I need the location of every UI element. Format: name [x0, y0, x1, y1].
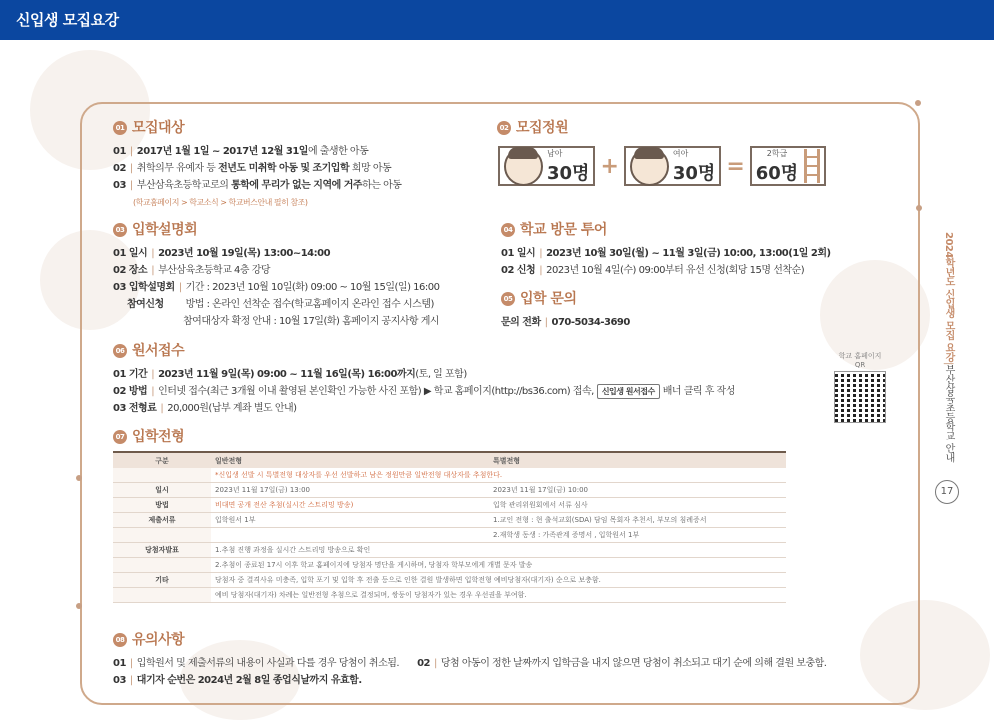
girl-icon: [630, 147, 669, 186]
frame-dot: [76, 603, 82, 609]
top-bar: [0, 0, 994, 40]
info-session-section: 03 입학설명회 01 일시 | 2023년 10월 19일(목) 13:00~14:00 02 장소 | 부산삼육초등학교 4층 강당 03 입학설명회 | 기간 : 2023년 10월 10일(화) 09:00 ~ 10월 15일(일) 16:00 참여신청 방법 : 온라인 선착순 접수(학교홈페이지 온라인 접수 시스템) 참여대상자 확정 안내 : 10월 17일(화) 홈페이지 공지사항 게시: [113, 221, 440, 327]
selection-table: [113, 451, 786, 603]
table-row: 2.재학생 동생 : 가족관계 증명서 , 입학원서 1부: [113, 528, 786, 543]
plus-icon: +: [600, 153, 619, 179]
page-number: 17: [935, 480, 959, 504]
capacity-graphic: [498, 146, 826, 186]
apply-banner-button[interactable]: 신입생 원서접수: [597, 384, 660, 399]
table-header-row: 구분 일반전형 특별전형: [113, 452, 786, 468]
side-caption: 2024학년도 신입생 모집 요강|부산삼육초등학교 안내: [943, 232, 954, 463]
capacity-section: [497, 118, 568, 143]
table-row: 당첨자발표 1.추첨 진행 과정을 실시간 스트리밍 방송으로 확인: [113, 543, 786, 558]
tour-section: 04 학교 방문 투어 01 일시 | 2023년 10월 30일(월) ~ 11월 3일(금) 10:00, 13:00(1일 2회) 02 신청 | 2023년 10월 4일(수) 09:00부터 유선 신청(회당 15명 선착순): [501, 221, 831, 276]
selection-section: 07 입학전형: [113, 427, 184, 452]
qr-label: 학교 홈페이지 QR: [838, 352, 882, 369]
table-row: 예비 당첨자(대기자) 차례는 일반전형 추첨으로 결정되며, 쌍둥이 당첨자가 있는 경우 우선권을 부여함.: [113, 588, 786, 603]
section-title: 모집대상: [132, 119, 185, 136]
frame-dot: [76, 475, 82, 481]
table-row: 일시 2023년 11월 17일(금) 13:00 2023년 11월 17일(금) 10:00: [113, 483, 786, 498]
recruit-target-section: [113, 118, 401, 211]
table-row: 2.추첨이 종료된 17시 이후 학교 홈페이지에 당첨자 명단을 게시하며, 당첨자 학부모에게 개별 문자 발송: [113, 558, 786, 573]
section-title: 모집정원: [516, 119, 569, 136]
section-number: 02: [497, 121, 511, 135]
girl-box: 여아 30명: [624, 146, 721, 186]
bus-note: (학교홈페이지 > 학교소식 > 학교버스안내 필히 참조): [133, 198, 308, 207]
page-title: 신입생 모집요강: [16, 11, 119, 29]
application-section: 06 원서접수 01 기간 | 2023년 11월 9일(목) 09:00 ~ 11월 16일(목) 16:00까지(토, 일 포함) 02 방법 | 인터넷 접수(최근 3개월 이내 촬영된 본인확인 가능한 사진 포함) ▶ 학교 홈페이지(http://bs36.com) 접속, 신입생 원서접수 배너 클릭 후 작성 03 전형료 | 20,000원(납부 계좌 별도 안내): [113, 342, 735, 414]
total-box: 2학급 60명: [750, 146, 826, 186]
target-line: 03 | 부산삼육초등학교로의 통학에 무리가 없는 지역에 거주하는 아동: [113, 180, 402, 191]
target-line: 02 | 취학의무 유예자 등 전년도 미취학 아동 및 조기입학 희망 아동: [113, 163, 392, 174]
table-row: 제출서류 입학원서 1부 1.교인 전형 : 현 출석교회(SDA) 담임 목회자 추천서, 부모의 침례증서: [113, 513, 786, 528]
frame-dot: [915, 100, 921, 106]
qr-code-icon: [834, 371, 886, 423]
inquiry-section: 05 입학 문의 문의 전화 | 070-5034-3690: [501, 290, 630, 328]
boy-icon: [504, 147, 543, 186]
target-line: 01 | 2017년 1월 1일 ~ 2017년 12월 31일에 출생한 아동: [113, 146, 369, 157]
boy-box: 남아 30명: [498, 146, 595, 186]
table-row: *신입생 선발 시 특별전형 대상자를 우선 선발하고 남은 정원만큼 일반전형 대상자를 추첨한다.: [113, 468, 786, 483]
ladder-icon: [804, 149, 820, 183]
homepage-qr[interactable]: [833, 351, 887, 423]
notes-section: 08 유의사항 01 | 입학원서 및 제출서류의 내용이 사실과 다를 경우 당첨이 취소됨. 02 | 당첨 아동이 정한 날짜까지 입학금을 내지 않으면 당첨이 취소되고 대기 순에 의해 결원 보충함. 03 | 대기자 순번은 2024년 2월 8일 종업식날까지 유효함.: [113, 631, 827, 686]
table-row: 기타 당첨자 중 결격사유 미충족, 입학 포기 및 입학 후 전출 등으로 인한 결원 발생하면 입학전형 예비당첨자(대기자) 순으로 보충함.: [113, 573, 786, 588]
equals-icon: =: [726, 153, 745, 179]
table-row: 방법 비대면 공개 전산 추첨(실시간 스트리밍 방송) 입학 관리위원회에서 서류 심사: [113, 498, 786, 513]
frame-dot: [916, 205, 922, 211]
section-number: 01: [113, 121, 127, 135]
